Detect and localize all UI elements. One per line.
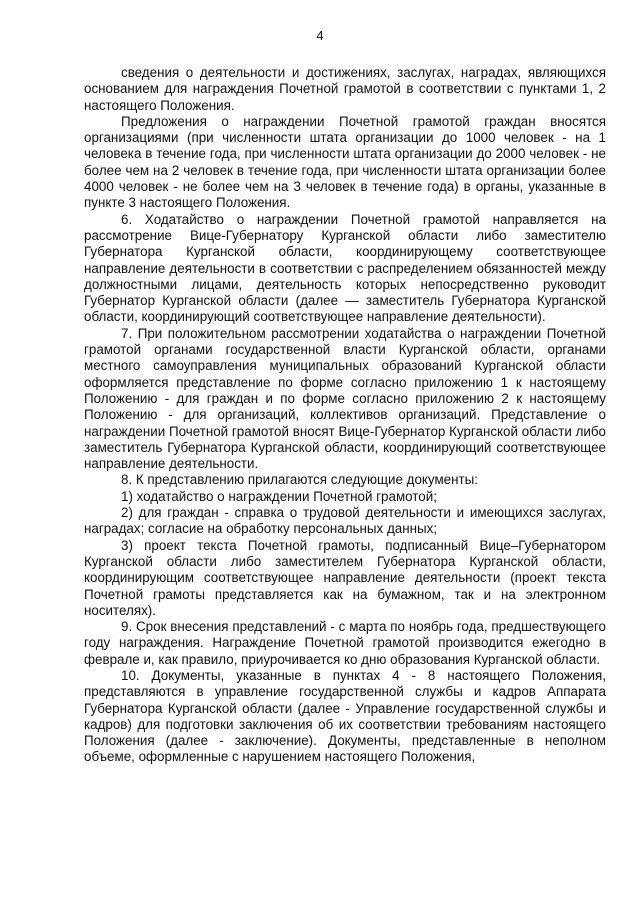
paragraph-9: 9. Срок внесения представлений - с марта по ноябрь года, предшествующего году награждения. Награждение Почетной грамотой производится ежегодно в феврале и, как правило, приурочивается ко дню образования Курганской области. (84, 619, 606, 667)
paragraph-6: 6. Ходатайство о награждении Почетной грамотой направляется на рассмотрение Вице-Губернатору Курганской области либо заместителю Губернатора Курганской области, координирующему соответствующее направление деятельности в соответствии с распределением обязанностей между должностными лицами, деятельность которых непосредственно руководит Губернатор Курганской области (далее — заместитель Губернатора Курганской области, координирующий соответствующее направление деятельности). (84, 211, 606, 325)
paragraph-8: 8. К представлению прилагаются следующие документы: (121, 472, 478, 488)
paragraph-8-item-2: 2) для граждан - справка о трудовой деятельности и имеющихся заслугах, наградах; согласие на обработку персональных данных; (84, 505, 606, 537)
paragraph-8-item-3: 3) проект текста Почетной грамоты, подписанный Вице–Губернатором Курганской области либо заместителем Губернатора Курганской области, координирующим соответствующее направление деятельности (проект текста Почетной грамоты представляется как на бумажном, так и на электронном носителях). (84, 537, 606, 618)
document-body (84, 65, 606, 766)
paragraph-7: 7. При положительном рассмотрении ходатайства о награждении Почетной грамотой органами государственной власти Курганской области, органами местного самоуправления муниципальных образований Курганской области оформляется представление по форме согласно приложению 1 к настоящему Положению - для граждан и по форме согласно приложению 2 к настоящему Положению - для организаций, коллективов организаций. Представление о награждении Почетной грамотой вносят Вице-Губернатор Курганской области либо заместитель Губернатора Курганской области, координирующий соответствующее направление деятельности. (84, 325, 606, 472)
page-number: 4 (316, 28, 324, 43)
paragraph-5-continuation: сведения о деятельности и достижениях, заслугах, наградах, являющихся основанием для награждения Почетной грамотой в соответствии с пунктами 1, 2 настоящего Положения. (84, 65, 606, 113)
paragraph-5-proposals: Предложения о награждении Почетной грамотой граждан вносятся организациями (при численности штата организации до 1000 человек - на 1 человека в течение года, при численности штата организации до 2000 человек - не более чем на 2 человек в течение года, при численности штата организации более 4000 человек - не более чем на 3 человек в течение года) в органы, указанные в пункте 3 настоящего Положения. (84, 113, 606, 211)
paragraph-8-item-1: 1) ходатайство о награждении Почетной грамотой; (121, 488, 437, 504)
paragraph-10: 10. Документы, указанные в пунктах 4 - 8 настоящего Положения, представляются в управление государственной службы и кадров Аппарата Губернатора Курганской области (далее - Управление государственной службы и кадров) для подготовки заключения об их соответствии требованиям настоящего Положения (далее - заключение). Документы, представленные в неполном объеме, оформленные с нарушением настоящего Положения, (84, 667, 606, 765)
